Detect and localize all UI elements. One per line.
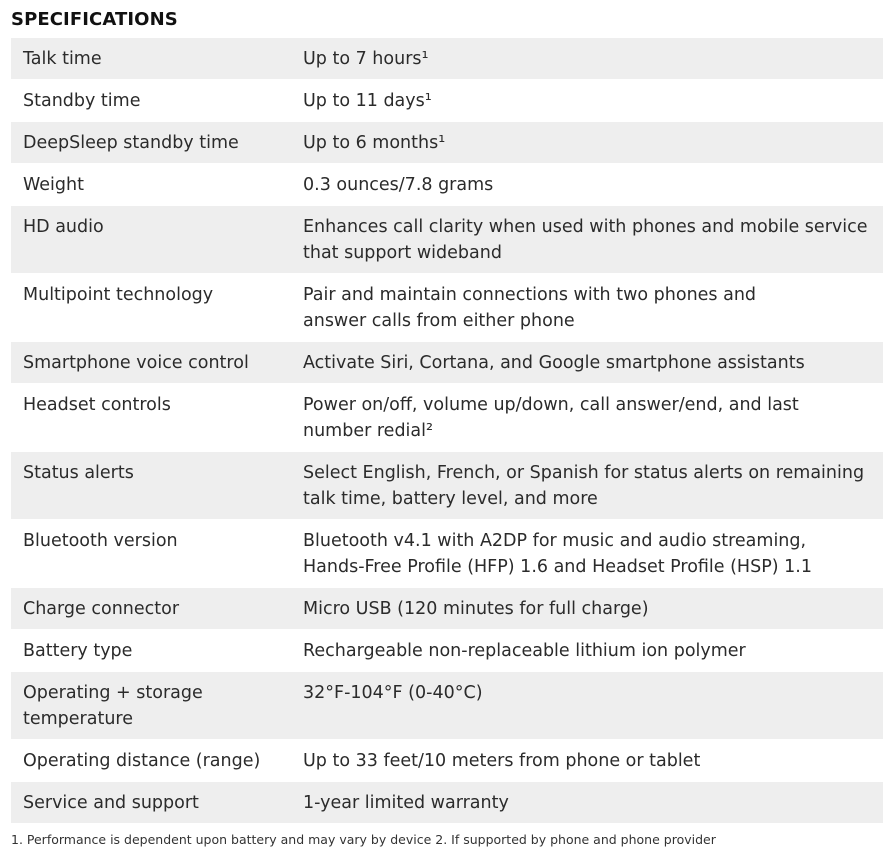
spec-label-line: Smartphone voice control [23, 353, 249, 373]
spec-label-line: temperature [23, 709, 133, 729]
spec-value-line: Up to 7 hours¹ [303, 49, 429, 69]
spec-value-line: talk time, battery level, and more [303, 489, 598, 509]
spec-label [11, 392, 303, 444]
spec-label-line: Operating distance (range) [23, 751, 261, 771]
spec-value-line: 1-year limited warranty [303, 793, 509, 813]
spec-label [11, 748, 303, 774]
spec-row [11, 520, 883, 588]
spec-label [11, 282, 303, 334]
spec-label-line: Standby time [23, 91, 141, 111]
spec-row [11, 630, 883, 672]
spec-label [11, 130, 303, 156]
spec-row [11, 342, 883, 384]
spec-value [303, 748, 883, 774]
spec-value [303, 282, 883, 334]
spec-value [303, 392, 883, 444]
spec-value-line: Activate Siri, Cortana, and Google smartphone assistants [303, 353, 805, 373]
spec-label-line: Operating + storage [23, 683, 203, 703]
spec-value-line: 32°F-104°F (0-40°C) [303, 683, 483, 703]
spec-value [303, 172, 883, 198]
spec-value [303, 130, 883, 156]
spec-value-line: 0.3 ounces/7.8 grams [303, 175, 494, 195]
spec-value-line: Rechargeable non-replaceable lithium ion polymer [303, 641, 746, 661]
spec-label [11, 46, 303, 72]
spec-label [11, 88, 303, 114]
spec-value [303, 638, 883, 664]
spec-row [11, 740, 883, 782]
spec-value-line: Select English, French, or Spanish for status alerts on remaining [303, 463, 865, 483]
spec-label-line: HD audio [23, 217, 104, 237]
spec-sheet [11, 0, 883, 847]
spec-row [11, 782, 883, 824]
footnote: 1. Performance is dependent upon battery and may vary by device 2. If supported by phone and phone provider [11, 832, 716, 847]
spec-label-line: Talk time [23, 49, 102, 69]
spec-label-line: Bluetooth version [23, 531, 178, 551]
spec-row [11, 206, 883, 274]
spec-value-line: Hands-Free Profile (HFP) 1.6 and Headset Profile (HSP) 1.1 [303, 557, 812, 577]
spec-label-line: Multipoint technology [23, 285, 214, 305]
spec-row [11, 452, 883, 520]
spec-value [303, 460, 883, 512]
spec-row [11, 384, 883, 452]
spec-label-line: Headset controls [23, 395, 171, 415]
spec-label [11, 528, 303, 580]
spec-label [11, 350, 303, 376]
spec-label [11, 596, 303, 622]
section-heading: SPECIFICATIONS [11, 9, 178, 30]
spec-label [11, 790, 303, 816]
spec-value-line: that support wideband [303, 243, 502, 263]
spec-value [303, 214, 883, 266]
spec-value-line: answer calls from either phone [303, 311, 575, 331]
spec-row [11, 672, 883, 740]
spec-value-line: Enhances call clarity when used with phones and mobile service [303, 217, 868, 237]
spec-row [11, 80, 883, 122]
spec-value-line: Up to 33 feet/10 meters from phone or tablet [303, 751, 701, 771]
spec-label-line: Charge connector [23, 599, 180, 619]
spec-value [303, 88, 883, 114]
spec-label-line: Battery type [23, 641, 133, 661]
spec-value-line: Pair and maintain connections with two phones and [303, 285, 757, 305]
spec-label-line: Service and support [23, 793, 199, 813]
spec-label [11, 214, 303, 266]
spec-value [303, 46, 883, 72]
spec-label [11, 460, 303, 512]
spec-label [11, 680, 303, 732]
spec-value [303, 596, 883, 622]
spec-value-line: Up to 6 months¹ [303, 133, 446, 153]
spec-value-line: Micro USB (120 minutes for full charge) [303, 599, 649, 619]
spec-label-line: Weight [23, 175, 84, 195]
spec-value-line: Power on/off, volume up/down, call answer/end, and last [303, 395, 799, 415]
spec-label-line: Status alerts [23, 463, 134, 483]
spec-label [11, 638, 303, 664]
spec-table [11, 38, 883, 824]
spec-row [11, 588, 883, 630]
spec-label-line: DeepSleep standby time [23, 133, 239, 153]
spec-row [11, 38, 883, 80]
spec-value-line: Up to 11 days¹ [303, 91, 432, 111]
spec-value [303, 528, 883, 580]
spec-label [11, 172, 303, 198]
spec-row [11, 274, 883, 342]
spec-value [303, 350, 883, 376]
spec-value [303, 680, 883, 732]
spec-row [11, 122, 883, 164]
spec-value-line: Bluetooth v4.1 with A2DP for music and audio streaming, [303, 531, 807, 551]
spec-row [11, 164, 883, 206]
spec-value-line: number redial² [303, 421, 434, 441]
spec-value [303, 790, 883, 816]
